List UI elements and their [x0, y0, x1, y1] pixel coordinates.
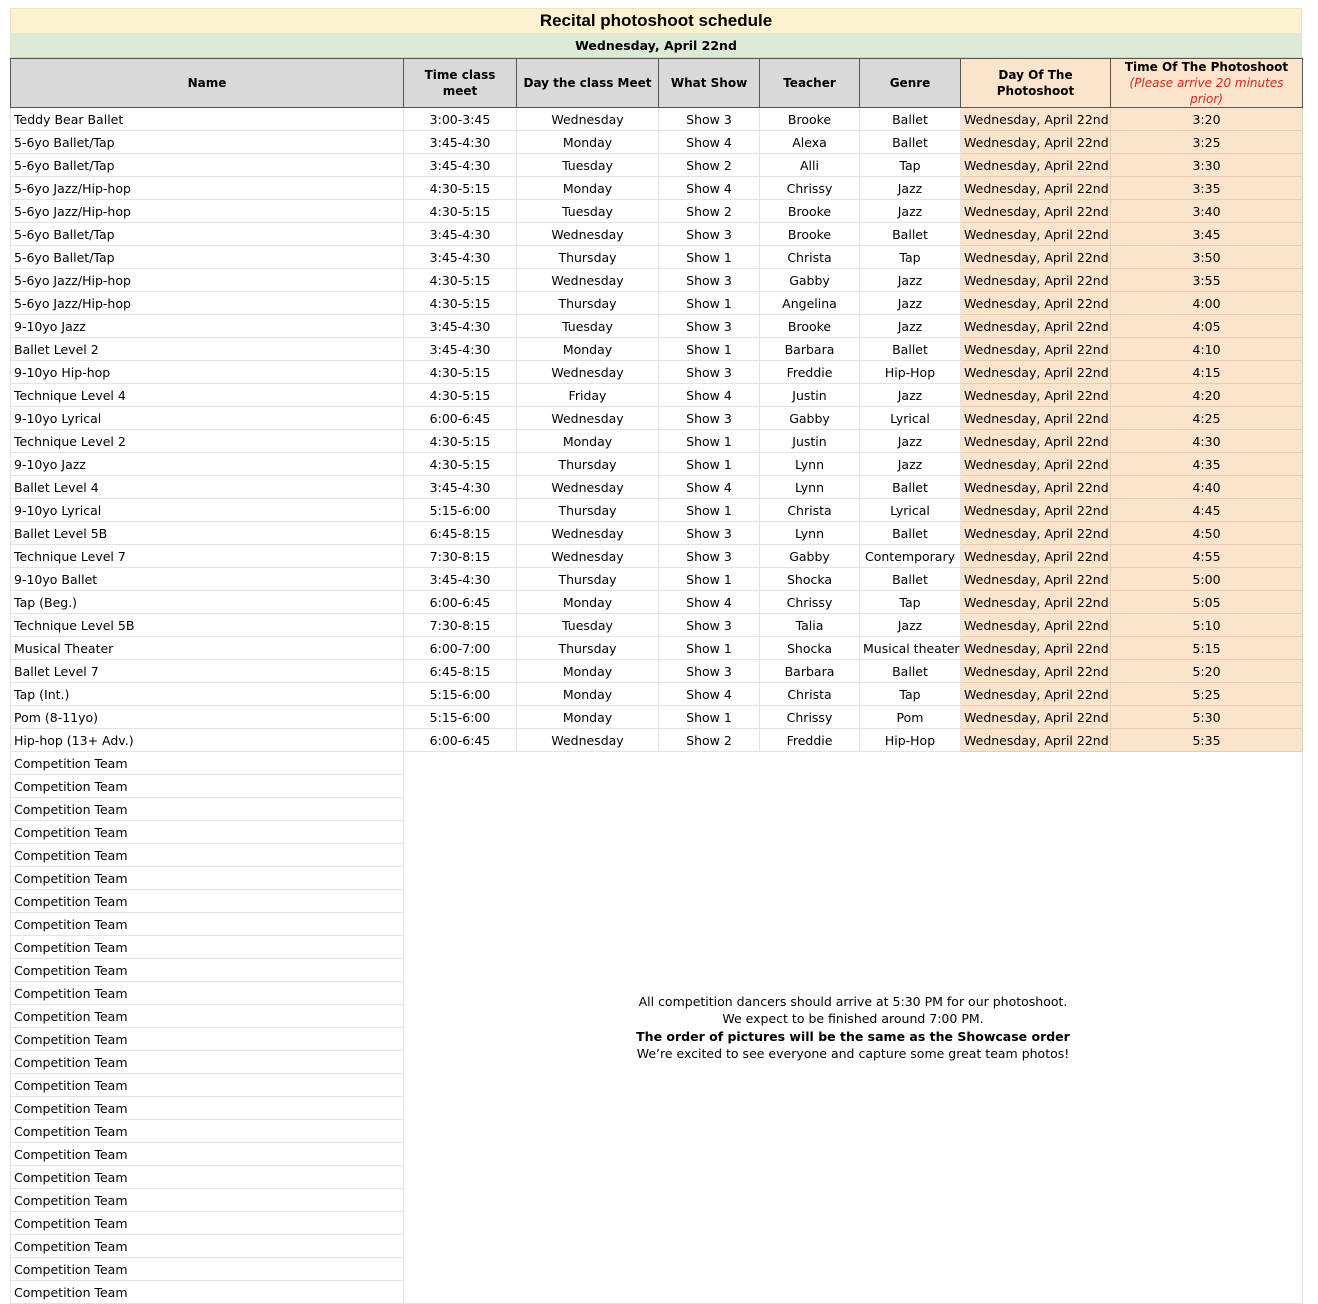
cell-teacher[interactable]: Chrissy: [760, 706, 860, 729]
table-row: [11, 292, 1303, 315]
cell-teacher[interactable]: Alli: [760, 154, 860, 177]
cell-day[interactable]: Wednesday: [517, 361, 659, 384]
cell-day[interactable]: Thursday: [517, 292, 659, 315]
cell-genre[interactable]: Jazz: [860, 177, 961, 200]
cell-show[interactable]: Show 1: [659, 568, 760, 591]
cell-photo-time[interactable]: 4:35: [1111, 453, 1303, 476]
cell-photo-time[interactable]: 4:45: [1111, 499, 1303, 522]
cell-photo-time[interactable]: 5:25: [1111, 683, 1303, 706]
cell-day[interactable]: Wednesday: [517, 223, 659, 246]
cell-photo-time[interactable]: 4:10: [1111, 338, 1303, 361]
cell-name[interactable]: Ballet Level 2: [11, 338, 404, 361]
cell-name[interactable]: Competition Team: [11, 1097, 404, 1120]
cell-photo-time[interactable]: 4:15: [1111, 361, 1303, 384]
header-genre[interactable]: Genre: [860, 59, 961, 108]
cell-photo-day[interactable]: Wednesday, April 22nd: [961, 706, 1111, 729]
cell-genre[interactable]: Jazz: [860, 292, 961, 315]
cell-photo-day[interactable]: Wednesday, April 22nd: [961, 292, 1111, 315]
cell-time[interactable]: 4:30-5:15: [404, 200, 517, 223]
cell-day[interactable]: Monday: [517, 706, 659, 729]
cell-day[interactable]: Monday: [517, 683, 659, 706]
competition-row: [11, 752, 1303, 775]
cell-photo-day[interactable]: Wednesday, April 22nd: [961, 522, 1111, 545]
table-row: [11, 660, 1303, 683]
cell-photo-day[interactable]: Wednesday, April 22nd: [961, 384, 1111, 407]
cell-teacher[interactable]: Justin: [760, 384, 860, 407]
table-row: [11, 384, 1303, 407]
table-row: [11, 177, 1303, 200]
cell-time[interactable]: 7:30-8:15: [404, 545, 517, 568]
cell-genre[interactable]: Ballet: [860, 476, 961, 499]
table-row: [11, 545, 1303, 568]
cell-name[interactable]: Competition Team: [11, 775, 404, 798]
cell-photo-time[interactable]: 3:20: [1111, 108, 1303, 131]
cell-genre[interactable]: Ballet: [860, 338, 961, 361]
cell-photo-time[interactable]: 5:10: [1111, 614, 1303, 637]
table-row: [11, 338, 1303, 361]
header-photo-time-label: Time Of The Photoshoot: [1124, 60, 1289, 74]
cell-name[interactable]: 5-6yo Jazz/Hip-hop: [11, 177, 404, 200]
cell-time[interactable]: 3:45-4:30: [404, 476, 517, 499]
cell-day[interactable]: Thursday: [517, 568, 659, 591]
cell-name[interactable]: 9-10yo Lyrical: [11, 407, 404, 430]
cell-time[interactable]: 6:00-7:00: [404, 637, 517, 660]
table-row: [11, 706, 1303, 729]
cell-teacher[interactable]: Alexa: [760, 131, 860, 154]
cell-photo-day[interactable]: Wednesday, April 22nd: [961, 200, 1111, 223]
cell-day[interactable]: Tuesday: [517, 200, 659, 223]
competition-note[interactable]: [404, 752, 1303, 1304]
cell-time[interactable]: 3:45-4:30: [404, 315, 517, 338]
cell-name[interactable]: Competition Team: [11, 1212, 404, 1235]
cell-name[interactable]: Competition Team: [11, 1005, 404, 1028]
cell-photo-day[interactable]: Wednesday, April 22nd: [961, 591, 1111, 614]
cell-show[interactable]: Show 1: [659, 246, 760, 269]
cell-name[interactable]: Ballet Level 7: [11, 660, 404, 683]
cell-day[interactable]: Friday: [517, 384, 659, 407]
cell-show[interactable]: Show 3: [659, 660, 760, 683]
cell-name[interactable]: 9-10yo Jazz: [11, 453, 404, 476]
cell-photo-day[interactable]: Wednesday, April 22nd: [961, 407, 1111, 430]
cell-name[interactable]: Technique Level 2: [11, 430, 404, 453]
cell-name[interactable]: 9-10yo Lyrical: [11, 499, 404, 522]
cell-genre[interactable]: Hip-Hop: [860, 361, 961, 384]
cell-teacher[interactable]: Angelina: [760, 292, 860, 315]
cell-show[interactable]: Show 1: [659, 453, 760, 476]
cell-name[interactable]: Competition Team: [11, 867, 404, 890]
cell-day[interactable]: Tuesday: [517, 315, 659, 338]
cell-day[interactable]: Thursday: [517, 637, 659, 660]
cell-day[interactable]: Monday: [517, 660, 659, 683]
cell-time[interactable]: 4:30-5:15: [404, 177, 517, 200]
cell-time[interactable]: 3:45-4:30: [404, 131, 517, 154]
cell-show[interactable]: Show 3: [659, 522, 760, 545]
cell-show[interactable]: Show 4: [659, 177, 760, 200]
cell-genre[interactable]: Ballet: [860, 223, 961, 246]
cell-genre[interactable]: Ballet: [860, 131, 961, 154]
cell-genre[interactable]: Ballet: [860, 660, 961, 683]
cell-photo-time[interactable]: 4:55: [1111, 545, 1303, 568]
cell-time[interactable]: 5:15-6:00: [404, 499, 517, 522]
cell-time[interactable]: 3:00-3:45: [404, 108, 517, 131]
cell-name[interactable]: 5-6yo Jazz/Hip-hop: [11, 292, 404, 315]
cell-time[interactable]: 6:00-6:45: [404, 729, 517, 752]
cell-name[interactable]: 9-10yo Jazz: [11, 315, 404, 338]
header-name[interactable]: Name: [11, 59, 404, 108]
cell-name[interactable]: Competition Team: [11, 890, 404, 913]
cell-time[interactable]: 3:45-4:30: [404, 338, 517, 361]
cell-teacher[interactable]: Lynn: [760, 453, 860, 476]
cell-show[interactable]: Show 2: [659, 154, 760, 177]
cell-name[interactable]: Competition Team: [11, 844, 404, 867]
cell-show[interactable]: Show 1: [659, 292, 760, 315]
cell-genre[interactable]: Ballet: [860, 108, 961, 131]
cell-day[interactable]: Wednesday: [517, 407, 659, 430]
cell-genre[interactable]: Ballet: [860, 522, 961, 545]
cell-genre[interactable]: Lyrical: [860, 407, 961, 430]
cell-teacher[interactable]: Lynn: [760, 522, 860, 545]
cell-day[interactable]: Thursday: [517, 499, 659, 522]
cell-day[interactable]: Wednesday: [517, 269, 659, 292]
table-row: [11, 315, 1303, 338]
cell-photo-day[interactable]: Wednesday, April 22nd: [961, 154, 1111, 177]
cell-photo-time[interactable]: 5:00: [1111, 568, 1303, 591]
header-time[interactable]: Time class meet: [404, 59, 517, 108]
cell-name[interactable]: Ballet Level 4: [11, 476, 404, 499]
cell-photo-day[interactable]: Wednesday, April 22nd: [961, 177, 1111, 200]
cell-genre[interactable]: Jazz: [860, 430, 961, 453]
cell-photo-day[interactable]: Wednesday, April 22nd: [961, 614, 1111, 637]
cell-time[interactable]: 3:45-4:30: [404, 246, 517, 269]
cell-name[interactable]: Technique Level 4: [11, 384, 404, 407]
header-photo-day[interactable]: Day Of The Photoshoot: [961, 59, 1111, 108]
cell-photo-time[interactable]: 4:30: [1111, 430, 1303, 453]
cell-photo-day[interactable]: Wednesday, April 22nd: [961, 246, 1111, 269]
table-row: [11, 246, 1303, 269]
cell-photo-day[interactable]: Wednesday, April 22nd: [961, 683, 1111, 706]
cell-photo-day[interactable]: Wednesday, April 22nd: [961, 108, 1111, 131]
cell-name[interactable]: Competition Team: [11, 913, 404, 936]
cell-name[interactable]: Competition Team: [11, 982, 404, 1005]
table-row: [11, 453, 1303, 476]
cell-photo-day[interactable]: Wednesday, April 22nd: [961, 660, 1111, 683]
cell-photo-day[interactable]: Wednesday, April 22nd: [961, 453, 1111, 476]
cell-show[interactable]: Show 3: [659, 361, 760, 384]
cell-genre[interactable]: Jazz: [860, 269, 961, 292]
cell-time[interactable]: 3:45-4:30: [404, 154, 517, 177]
cell-name[interactable]: Tap (Int.): [11, 683, 404, 706]
table-row: [11, 200, 1303, 223]
cell-photo-day[interactable]: Wednesday, April 22nd: [961, 430, 1111, 453]
cell-time[interactable]: 4:30-5:15: [404, 361, 517, 384]
cell-time[interactable]: 4:30-5:15: [404, 430, 517, 453]
cell-photo-day[interactable]: Wednesday, April 22nd: [961, 338, 1111, 361]
cell-photo-day[interactable]: Wednesday, April 22nd: [961, 131, 1111, 154]
cell-day[interactable]: Thursday: [517, 453, 659, 476]
cell-day[interactable]: Wednesday: [517, 522, 659, 545]
cell-teacher[interactable]: Freddie: [760, 361, 860, 384]
cell-show[interactable]: Show 4: [659, 384, 760, 407]
header-teacher[interactable]: Teacher: [760, 59, 860, 108]
cell-day[interactable]: Wednesday: [517, 476, 659, 499]
cell-name[interactable]: 5-6yo Ballet/Tap: [11, 246, 404, 269]
cell-show[interactable]: Show 2: [659, 200, 760, 223]
cell-teacher[interactable]: Gabby: [760, 407, 860, 430]
cell-time[interactable]: 4:30-5:15: [404, 453, 517, 476]
cell-teacher[interactable]: Brooke: [760, 223, 860, 246]
cell-photo-day[interactable]: Wednesday, April 22nd: [961, 476, 1111, 499]
cell-name[interactable]: 9-10yo Hip-hop: [11, 361, 404, 384]
cell-name[interactable]: Technique Level 5B: [11, 614, 404, 637]
cell-name[interactable]: 9-10yo Ballet: [11, 568, 404, 591]
cell-name[interactable]: Competition Team: [11, 1258, 404, 1281]
cell-show[interactable]: Show 4: [659, 591, 760, 614]
cell-teacher[interactable]: Brooke: [760, 108, 860, 131]
cell-genre[interactable]: Jazz: [860, 315, 961, 338]
cell-day[interactable]: Monday: [517, 177, 659, 200]
cell-time[interactable]: 3:45-4:30: [404, 568, 517, 591]
schedule-sheet: [10, 8, 1302, 1304]
cell-name[interactable]: Ballet Level 5B: [11, 522, 404, 545]
cell-show[interactable]: Show 3: [659, 269, 760, 292]
cell-name[interactable]: Competition Team: [11, 959, 404, 982]
cell-time[interactable]: 4:30-5:15: [404, 384, 517, 407]
cell-name[interactable]: Tap (Beg.): [11, 591, 404, 614]
cell-photo-time[interactable]: 4:40: [1111, 476, 1303, 499]
cell-time[interactable]: 5:15-6:00: [404, 683, 517, 706]
cell-photo-day[interactable]: Wednesday, April 22nd: [961, 568, 1111, 591]
cell-name[interactable]: 5-6yo Ballet/Tap: [11, 223, 404, 246]
cell-show[interactable]: Show 3: [659, 545, 760, 568]
cell-teacher[interactable]: Chrissy: [760, 177, 860, 200]
cell-photo-day[interactable]: Wednesday, April 22nd: [961, 223, 1111, 246]
date-banner: Wednesday, April 22nd: [10, 34, 1302, 58]
cell-genre[interactable]: Musical theater: [860, 637, 961, 660]
cell-show[interactable]: Show 3: [659, 614, 760, 637]
cell-time[interactable]: 6:45-8:15: [404, 660, 517, 683]
table-row: [11, 499, 1303, 522]
table-row: [11, 476, 1303, 499]
cell-day[interactable]: Monday: [517, 430, 659, 453]
cell-genre[interactable]: Pom: [860, 706, 961, 729]
cell-time[interactable]: 4:30-5:15: [404, 292, 517, 315]
cell-name[interactable]: Competition Team: [11, 1051, 404, 1074]
cell-photo-time[interactable]: 4:05: [1111, 315, 1303, 338]
table-row: [11, 269, 1303, 292]
cell-photo-day[interactable]: Wednesday, April 22nd: [961, 545, 1111, 568]
cell-name[interactable]: Competition Team: [11, 1235, 404, 1258]
cell-genre[interactable]: Lyrical: [860, 499, 961, 522]
cell-day[interactable]: Tuesday: [517, 614, 659, 637]
cell-show[interactable]: Show 1: [659, 430, 760, 453]
cell-photo-time[interactable]: 3:30: [1111, 154, 1303, 177]
competition-note-line2: We expect to be finished around 7:00 PM.: [722, 1011, 984, 1026]
cell-name[interactable]: Hip-hop (13+ Adv.): [11, 729, 404, 752]
cell-time[interactable]: 6:00-6:45: [404, 407, 517, 430]
cell-show[interactable]: Show 1: [659, 338, 760, 361]
cell-name[interactable]: Competition Team: [11, 1028, 404, 1051]
table-row: [11, 683, 1303, 706]
cell-photo-day[interactable]: Wednesday, April 22nd: [961, 499, 1111, 522]
cell-name[interactable]: 5-6yo Jazz/Hip-hop: [11, 269, 404, 292]
cell-name[interactable]: 5-6yo Ballet/Tap: [11, 154, 404, 177]
cell-genre[interactable]: Jazz: [860, 200, 961, 223]
cell-genre[interactable]: Hip-Hop: [860, 729, 961, 752]
schedule-table: [10, 58, 1303, 1304]
cell-teacher[interactable]: Brooke: [760, 200, 860, 223]
cell-time[interactable]: 3:45-4:30: [404, 223, 517, 246]
cell-photo-time[interactable]: 5:35: [1111, 729, 1303, 752]
cell-teacher[interactable]: Shocka: [760, 568, 860, 591]
cell-teacher[interactable]: Gabby: [760, 545, 860, 568]
table-row: [11, 729, 1303, 752]
cell-name[interactable]: Competition Team: [11, 1074, 404, 1097]
cell-teacher[interactable]: Brooke: [760, 315, 860, 338]
cell-teacher[interactable]: Christa: [760, 683, 860, 706]
cell-photo-day[interactable]: Wednesday, April 22nd: [961, 361, 1111, 384]
competition-note-line4: We’re excited to see everyone and capture some great team photos!: [636, 1046, 1070, 1061]
cell-day[interactable]: Monday: [517, 131, 659, 154]
cell-photo-time[interactable]: 3:40: [1111, 200, 1303, 223]
competition-note-line1: All competition dancers should arrive at 5:30 PM for our photoshoot.: [638, 993, 1068, 1009]
cell-time[interactable]: 5:15-6:00: [404, 706, 517, 729]
cell-name[interactable]: 5-6yo Jazz/Hip-hop: [11, 200, 404, 223]
cell-name[interactable]: Teddy Bear Ballet: [11, 108, 404, 131]
cell-photo-time[interactable]: 3:25: [1111, 131, 1303, 154]
cell-teacher[interactable]: Christa: [760, 499, 860, 522]
cell-time[interactable]: 7:30-8:15: [404, 614, 517, 637]
cell-name[interactable]: Competition Team: [11, 1189, 404, 1212]
cell-photo-day[interactable]: Wednesday, April 22nd: [961, 637, 1111, 660]
cell-name[interactable]: Competition Team: [11, 798, 404, 821]
competition-note-line3: The order of pictures will be the same as the Showcase order: [636, 1028, 1070, 1044]
cell-name[interactable]: Competition Team: [11, 1281, 404, 1304]
table-row: [11, 154, 1303, 177]
header-row: [11, 59, 1303, 108]
cell-show[interactable]: Show 1: [659, 637, 760, 660]
cell-day[interactable]: Wednesday: [517, 108, 659, 131]
cell-photo-time[interactable]: 4:00: [1111, 292, 1303, 315]
cell-genre[interactable]: Ballet: [860, 568, 961, 591]
cell-show[interactable]: Show 3: [659, 108, 760, 131]
cell-name[interactable]: Technique Level 7: [11, 545, 404, 568]
cell-photo-time[interactable]: 5:15: [1111, 637, 1303, 660]
cell-genre[interactable]: Contemporary: [860, 545, 961, 568]
cell-time[interactable]: 6:00-6:45: [404, 591, 517, 614]
cell-name[interactable]: Competition Team: [11, 936, 404, 959]
table-row: [11, 522, 1303, 545]
cell-teacher[interactable]: Lynn: [760, 476, 860, 499]
cell-photo-time[interactable]: 3:35: [1111, 177, 1303, 200]
cell-name[interactable]: Competition Team: [11, 1120, 404, 1143]
table-row: [11, 614, 1303, 637]
cell-show[interactable]: Show 1: [659, 499, 760, 522]
cell-teacher[interactable]: Shocka: [760, 637, 860, 660]
table-row: [11, 131, 1303, 154]
cell-genre[interactable]: Tap: [860, 683, 961, 706]
cell-day[interactable]: Monday: [517, 591, 659, 614]
table-row: [11, 637, 1303, 660]
cell-name[interactable]: Pom (8-11yo): [11, 706, 404, 729]
table-row: [11, 568, 1303, 591]
cell-photo-time[interactable]: 5:20: [1111, 660, 1303, 683]
cell-name[interactable]: Competition Team: [11, 1166, 404, 1189]
cell-name[interactable]: Competition Team: [11, 1143, 404, 1166]
cell-photo-time[interactable]: 4:50: [1111, 522, 1303, 545]
table-row: [11, 223, 1303, 246]
cell-show[interactable]: Show 3: [659, 223, 760, 246]
header-day[interactable]: Day the class Meet: [517, 59, 659, 108]
cell-teacher[interactable]: Barbara: [760, 338, 860, 361]
sheet-title: Recital photoshoot schedule: [10, 8, 1302, 34]
cell-day[interactable]: Monday: [517, 338, 659, 361]
table-row: [11, 430, 1303, 453]
cell-teacher[interactable]: Gabby: [760, 269, 860, 292]
cell-photo-time[interactable]: 4:20: [1111, 384, 1303, 407]
header-show[interactable]: What Show: [659, 59, 760, 108]
cell-genre[interactable]: Jazz: [860, 614, 961, 637]
cell-show[interactable]: Show 4: [659, 131, 760, 154]
cell-photo-time[interactable]: 5:30: [1111, 706, 1303, 729]
cell-show[interactable]: Show 3: [659, 315, 760, 338]
cell-genre[interactable]: Tap: [860, 246, 961, 269]
cell-photo-day[interactable]: Wednesday, April 22nd: [961, 315, 1111, 338]
table-row: [11, 591, 1303, 614]
cell-name[interactable]: Musical Theater: [11, 637, 404, 660]
cell-day[interactable]: Wednesday: [517, 545, 659, 568]
cell-show[interactable]: Show 3: [659, 407, 760, 430]
cell-photo-day[interactable]: Wednesday, April 22nd: [961, 729, 1111, 752]
cell-teacher[interactable]: Christa: [760, 246, 860, 269]
cell-photo-time[interactable]: 3:45: [1111, 223, 1303, 246]
table-row: [11, 407, 1303, 430]
cell-teacher[interactable]: Barbara: [760, 660, 860, 683]
cell-show[interactable]: Show 4: [659, 683, 760, 706]
cell-teacher[interactable]: Freddie: [760, 729, 860, 752]
cell-teacher[interactable]: Talia: [760, 614, 860, 637]
table-row: [11, 108, 1303, 131]
cell-time[interactable]: 6:45-8:15: [404, 522, 517, 545]
cell-genre[interactable]: Jazz: [860, 384, 961, 407]
cell-day[interactable]: Thursday: [517, 246, 659, 269]
cell-genre[interactable]: Jazz: [860, 453, 961, 476]
cell-photo-time[interactable]: 3:50: [1111, 246, 1303, 269]
cell-photo-time[interactable]: 5:05: [1111, 591, 1303, 614]
cell-show[interactable]: Show 1: [659, 706, 760, 729]
cell-photo-time[interactable]: 4:25: [1111, 407, 1303, 430]
table-row: [11, 361, 1303, 384]
cell-name[interactable]: Competition Team: [11, 821, 404, 844]
cell-day[interactable]: Tuesday: [517, 154, 659, 177]
cell-genre[interactable]: Tap: [860, 591, 961, 614]
cell-genre[interactable]: Tap: [860, 154, 961, 177]
cell-photo-time[interactable]: 3:55: [1111, 269, 1303, 292]
cell-show[interactable]: Show 4: [659, 476, 760, 499]
cell-name[interactable]: 5-6yo Ballet/Tap: [11, 131, 404, 154]
cell-show[interactable]: Show 2: [659, 729, 760, 752]
header-photo-time[interactable]: [1111, 59, 1303, 108]
cell-teacher[interactable]: Justin: [760, 430, 860, 453]
cell-day[interactable]: Wednesday: [517, 729, 659, 752]
cell-teacher[interactable]: Chrissy: [760, 591, 860, 614]
cell-photo-day[interactable]: Wednesday, April 22nd: [961, 269, 1111, 292]
cell-time[interactable]: 4:30-5:15: [404, 269, 517, 292]
cell-name[interactable]: Competition Team: [11, 752, 404, 775]
header-photo-time-note: (Please arrive 20 minutes prior): [1129, 76, 1284, 106]
